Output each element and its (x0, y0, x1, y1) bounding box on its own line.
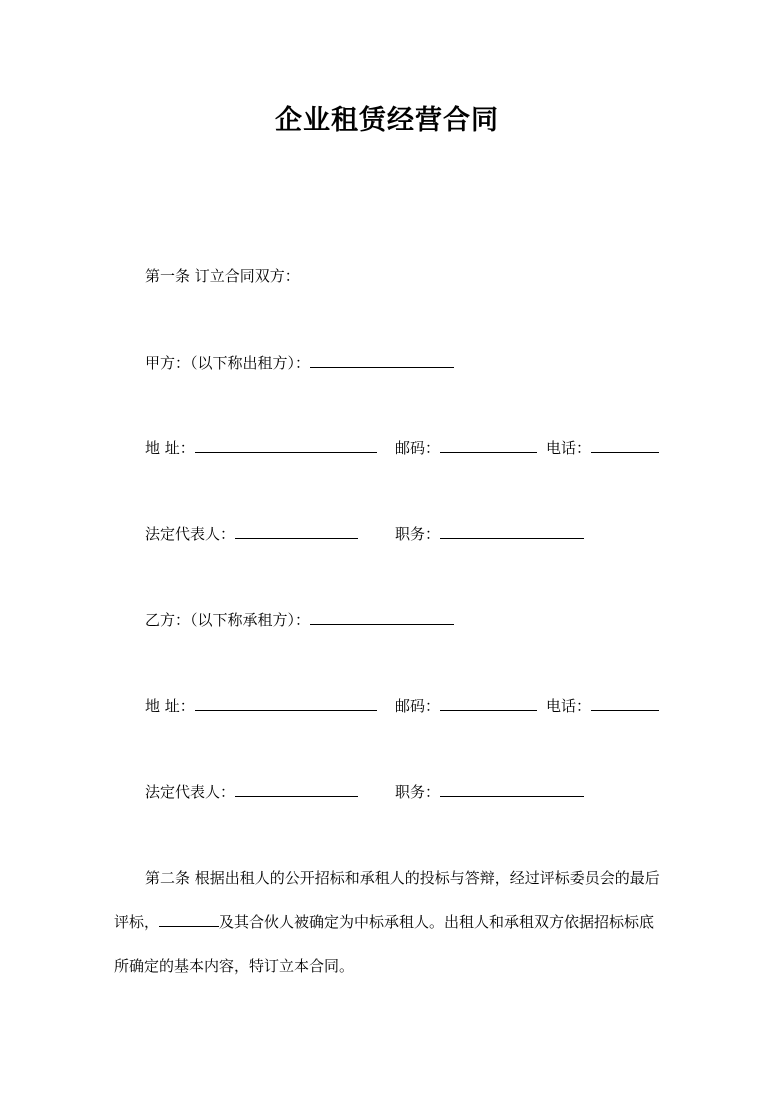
winning-bidder-field[interactable] (159, 912, 219, 927)
party-b-legal-rep-field[interactable] (235, 782, 358, 797)
article-2-line-2-start: 评标， (114, 913, 160, 931)
article-2-line-3: 所确定的基本内容，特订立本合同。 (114, 957, 355, 975)
party-a-phone-row (546, 438, 659, 458)
party-b-legal-rep-row (145, 782, 358, 802)
party-b-postcode-row (395, 696, 537, 716)
party-a-line (145, 353, 454, 373)
party-a-address-field[interactable] (195, 438, 377, 453)
party-b-address-label: 地 址： (145, 697, 195, 715)
party-b-position-field[interactable] (440, 782, 584, 797)
party-b-postcode-field[interactable] (440, 696, 537, 711)
party-a-postcode-label: 邮码： (395, 439, 441, 457)
party-b-address-field[interactable] (195, 696, 377, 711)
article-2-line-1: 第二条 根据出租人的公开招标和承租人的投标与答辩，经过评标委员会的最后 (145, 869, 660, 887)
article-2-line-2-end: 及其合伙人被确定为中标承租人。出租人和承租双方依据招标标底 (219, 913, 655, 931)
party-b-name-field[interactable] (310, 610, 454, 625)
party-b-postcode-label: 邮码： (395, 697, 441, 715)
party-b-label: 乙方：（以下称承租方）： (145, 611, 311, 629)
article-2-paragraph (114, 868, 661, 988)
party-a-address-label: 地 址： (145, 439, 195, 457)
party-a-name-field[interactable] (310, 353, 454, 368)
party-b-phone-row (546, 696, 659, 716)
party-a-phone-label: 电话： (546, 439, 592, 457)
party-a-legal-rep-row (145, 524, 358, 544)
party-b-position-row (395, 782, 584, 802)
article-2-line-2 (114, 912, 654, 932)
party-a-position-row (395, 524, 584, 544)
party-a-address-row (145, 438, 377, 458)
party-b-phone-label: 电话： (546, 697, 592, 715)
party-a-legal-rep-label: 法定代表人： (145, 525, 236, 543)
party-a-postcode-field[interactable] (440, 438, 537, 453)
party-a-position-label: 职务： (395, 525, 441, 543)
party-a-position-field[interactable] (440, 524, 584, 539)
article-1-heading: 第一条 订立合同双方： (145, 267, 300, 285)
party-a-legal-rep-field[interactable] (235, 524, 358, 539)
party-a-phone-field[interactable] (591, 438, 659, 453)
party-b-address-row (145, 696, 377, 716)
party-b-position-label: 职务： (395, 783, 441, 801)
party-b-phone-field[interactable] (591, 696, 659, 711)
party-b-line (145, 610, 454, 630)
party-a-postcode-row (395, 438, 537, 458)
party-b-legal-rep-label: 法定代表人： (145, 783, 236, 801)
party-a-label: 甲方：（以下称出租方）： (145, 354, 311, 372)
document-title: 企业租赁经营合同 (275, 105, 499, 136)
